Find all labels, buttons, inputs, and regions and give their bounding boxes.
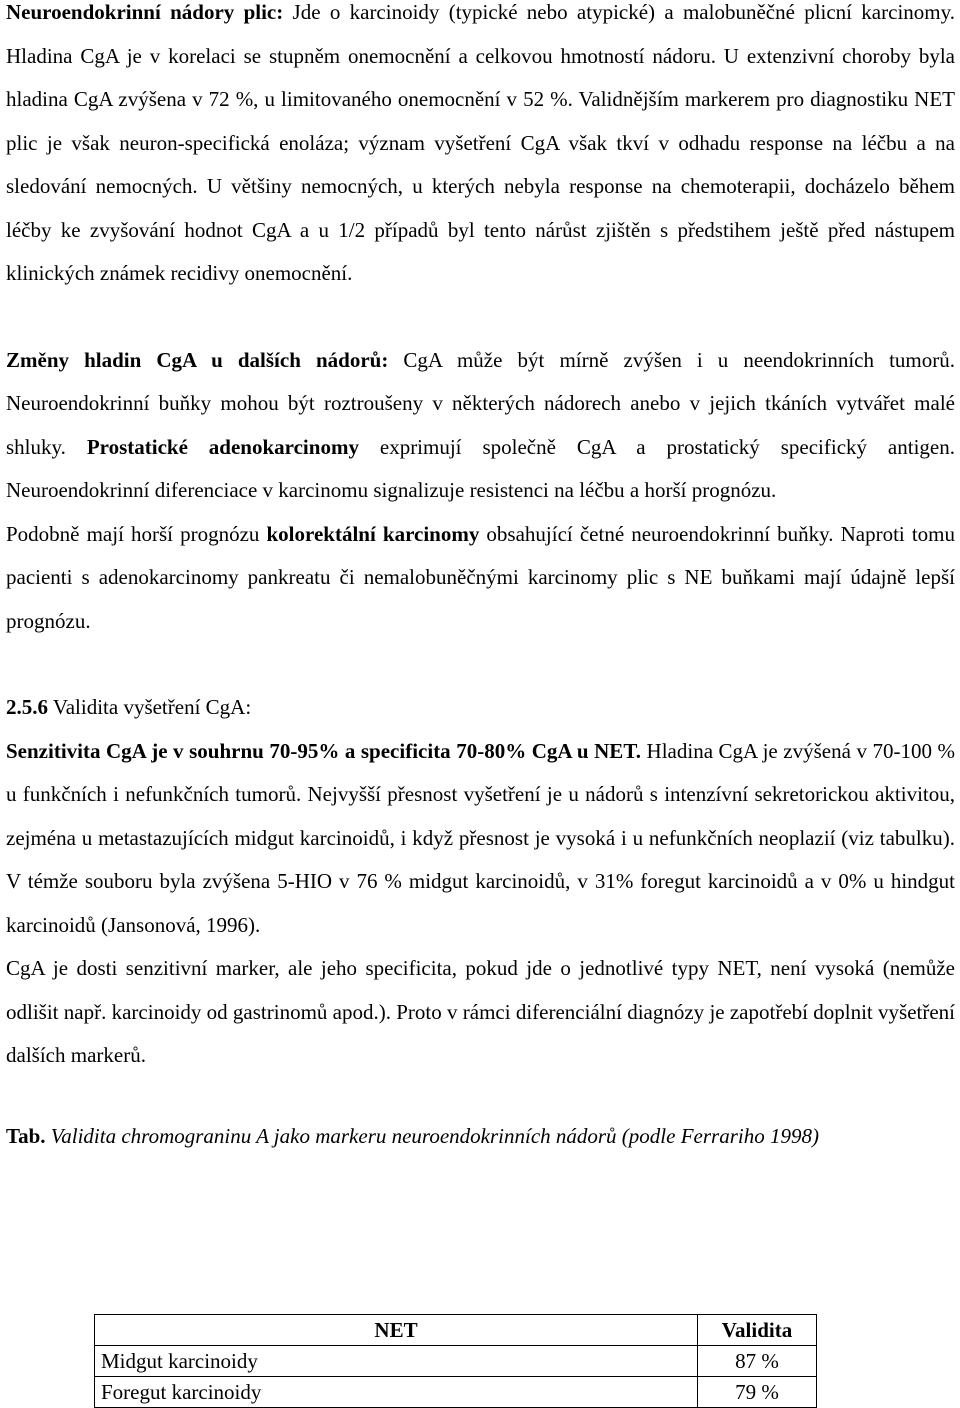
text-lung-net: Jde o karcinoidy (typické nebo atypické) a malobuněčné plicní karcinomy. Hladina CgA je v korelaci se stupněm onemocnění a celkovou hmotností nádoru. U extenzivní choroby byla hladina CgA zvýšena v 72 %, u limitovaného onemocnění v 52 %. Validnějším markerem pro diagnostiku NET plic je však neuron-specifická enoláza; význam vyšetření CgA však tkví v odhadu response na léčbu a na sledování nemocných. U většiny nemocných, u kterých nebyla response na chemoterapii, docházelo během léčby ke zvyšování hodnot CgA a u 1/2 případů byl tento nárůst zjištěn s předstihem ještě před nástupem klinických známek recidivy onemocnění.: [6, 0, 955, 285]
paragraph-sensitivity: [6, 730, 955, 948]
table-row: [95, 1377, 817, 1408]
heading-lung-net: Neuroendokrinní nádory plic:: [6, 0, 284, 24]
text-other-tumors-2: exprimují společně CgA a prostatický specifický antigen. Neuroendokrinní diferenciace v karcinomu signalizuje resistenci na léčbu a horší prognózu.: [6, 434, 955, 502]
cell-net: Foregut karcinoidy: [95, 1377, 698, 1408]
bold-colorectal: kolorektální karcinomy: [266, 521, 480, 546]
table-caption: [6, 1121, 955, 1151]
validity-table: [94, 1314, 817, 1408]
cell-validity: 87 %: [698, 1346, 817, 1377]
bold-prostate: Prostatické adenokarcinomy: [86, 434, 359, 459]
table-header-row: [95, 1315, 817, 1346]
header-validity: Validita: [698, 1315, 817, 1346]
bold-sensitivity: Senzitivita CgA je v souhrnu 70-95% a specificita 70-80% CgA u NET.: [6, 738, 642, 763]
document-page: [6, 0, 955, 1151]
text-specificity: CgA je dosti senzitivní marker, ale jeho specificita, pokud jde o jednotlivé typy NET, není vysoká (nemůže odlišit např. karcinoidy od gastrinomů apod.). Proto v rámci diferenciální diagnózy je zapotřebí doplnit vyšetření dalších markerů.: [6, 956, 955, 1067]
paragraph-colorectal: [6, 513, 955, 644]
text-colorectal-2: obsahující četné neuroendokrinní buňky. Naproti tomu pacienti s adenokarcinomy pankreatu či nemalobuněčnými karcinomy plic s NE buňkami mají údajně lepší prognózu.: [6, 521, 955, 633]
caption-text: Validita chromograninu A jako markeru neuroendokrinních nádorů (podle Ferrariho 1998): [45, 1123, 819, 1148]
paragraph-specificity: [6, 947, 955, 1078]
cell-validity: 79 %: [698, 1377, 817, 1408]
text-sensitivity: Hladina CgA je zvýšená v 70-100 % u funkčních i nefunkčních tumorů. Nejvyšší přesnost vyšetření je u nádorů s intenzívní sekretorickou aktivitou, zejména u metastazujících midgut karcinoidů, i když přesnost je vysoká i u nefunkčních neoplazií (viz tabulku). V témže souboru byla zvýšena 5-HIO v 76 % midgut karcinoidů, v 31% foregut karcinoidů a v 0% u hindgut karcinoidů (Jansonová, 1996).: [6, 738, 955, 937]
paragraph-lung-net: [6, 0, 955, 296]
heading-other-tumors: Změny hladin CgA u dalších nádorů:: [6, 347, 389, 372]
caption-label: Tab.: [6, 1123, 46, 1148]
table-row: [95, 1346, 817, 1377]
section-number: 2.5.6: [6, 695, 48, 719]
section-title: Validita vyšetření CgA:: [48, 695, 252, 719]
cell-net: Midgut karcinoidy: [95, 1346, 698, 1377]
text-colorectal-1: Podobně mají horší prognózu: [6, 521, 267, 546]
text-other-tumors-1: CgA může být mírně zvýšen i u neendokrinních tumorů. Neuroendokrinní buňky mohou být roztroušeny v některých nádorech anebo v jejich tkáních vytvářet malé shluky.: [6, 347, 955, 459]
paragraph-other-tumors: [6, 339, 955, 513]
section-heading-validity: [6, 686, 955, 730]
header-net: NET: [95, 1315, 698, 1346]
